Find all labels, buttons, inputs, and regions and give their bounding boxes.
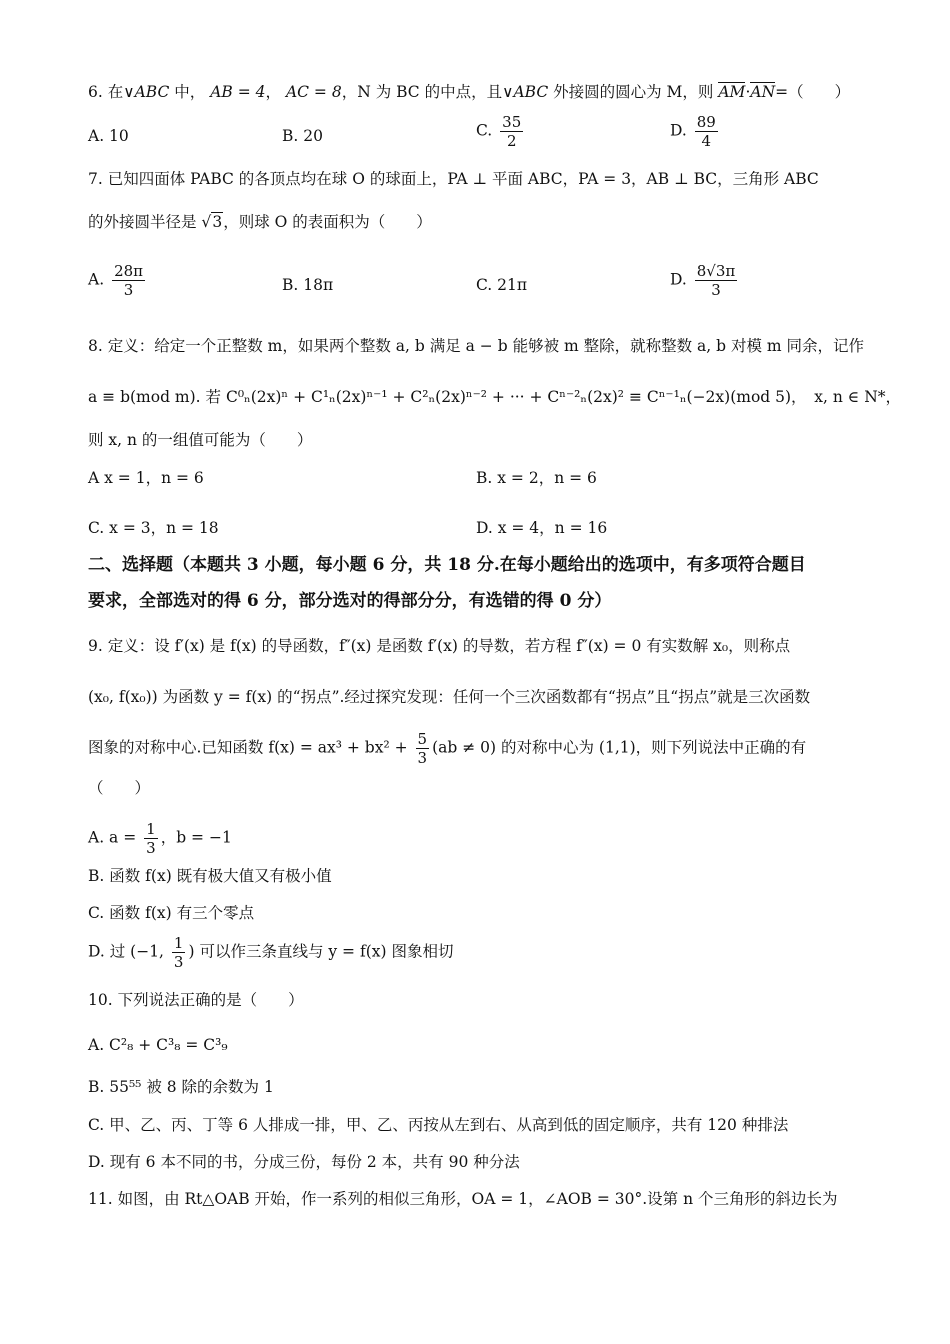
q9-stem-line3: 图象的对称中心.已知函数 f(x) = ax³ + bx² + $\frac{5}{3}$ (ab ≠ 0) 的对称中心为 (1,1)，则下列说法中正确的有 <box>88 730 807 767</box>
q10-option-a: A. C²₈ + C³₈ = C³₉ <box>88 1036 228 1054</box>
q8-option-d: D. x = 4，n = 16 <box>476 519 608 537</box>
fraction: $\frac{35}{2}$ <box>502 113 522 150</box>
q8-option-a: A x = 1，n = 6 <box>88 469 204 487</box>
q9-option-c: C. 函数 f(x) 有三个零点 <box>88 904 255 922</box>
q7-option-d: D. $\frac{8√3\pi}{3}$ <box>670 262 736 299</box>
fraction: $\frac{5}{3}$ <box>417 730 428 767</box>
q8-stem-line2: a ≡ b(mod m). 若 C⁰ₙ(2x)ⁿ + C¹ₙ(2x)ⁿ⁻¹ + C²ₙ(2x)ⁿ⁻² + ··· + Cⁿ⁻²ₙ(2x)² ≡ Cⁿ⁻¹ₙ(−2x)(mod 5)， x, n ∈ N*， <box>88 388 902 406</box>
vector-am: AM <box>718 80 745 104</box>
q6-option-b: B. 20 <box>282 127 323 145</box>
q10-option-c: C. 甲、乙、丙、丁等 6 人排成一排，甲、乙、丙按从左到右、从高到低的固定顺序，共有 120 种排法 <box>88 1116 789 1134</box>
fraction: $\frac{8√3\pi}{3}$ <box>696 262 736 299</box>
q9-option-d: D. 过 (−1, $\frac{1}{3}$ ) 可以作三条直线与 y = f(x) 图象相切 <box>88 934 454 971</box>
q10-stem: 10. 下列说法正确的是（ ） <box>88 991 304 1009</box>
q8-stem-line1: 8. 定义：给定一个正整数 m，如果两个整数 a, b 满足 a − b 能够被 m 整除，就称整数 a, b 对模 m 同余，记作 <box>88 337 865 355</box>
vector-an: AN <box>750 80 775 104</box>
q7-option-a: A. $\frac{28\pi}{3}$ <box>88 262 144 299</box>
q6-option-c: C. $\frac{35}{2}$ <box>476 113 522 150</box>
section-heading-line2: 要求，全部选对的得 6 分，部分选对的得部分分，有选错的得 0 分） <box>88 591 612 611</box>
q7-option-c: C. 21π <box>476 276 528 294</box>
q8-option-c: C. x = 3，n = 18 <box>88 519 219 537</box>
q9-stem-line2: (x₀, f(x₀)) 为函数 y = f(x) 的“拐点”.经过探究发现：任何一个三次函数都有“拐点”且“拐点”就是三次函数 <box>88 688 811 706</box>
section-heading-line1: 二、选择题（本题共 3 小题，每小题 6 分，共 18 分.在每小题给出的选项中，有多项符合题目 <box>88 555 806 575</box>
q8-option-b: B. x = 2，n = 6 <box>476 469 597 487</box>
q6-option-d: D. $\frac{89}{4}$ <box>670 113 716 150</box>
q6-stem: 6. 在∨ABC 中， AB = 4， AC = 8，N 为 BC 的中点，且∨ABC 外接圆的圆心为 M，则 AM·AN=（ ） <box>88 80 850 104</box>
q6-option-a: A. 10 <box>88 127 129 145</box>
q9-option-b: B. 函数 f(x) 既有极大值又有极小值 <box>88 867 332 885</box>
q7-stem-line2: 的外接圆半径是 √3，则球 O 的表面积为（ ） <box>88 213 432 231</box>
q10-option-d: D. 现有 6 本不同的书，分成三份，每份 2 本，共有 90 种分法 <box>88 1153 520 1171</box>
q9-option-a: A. a = $\frac{1}{3}$ ，b = −1 <box>88 820 232 857</box>
q9-stem-line1: 9. 定义：设 f′(x) 是 f(x) 的导函数，f″(x) 是函数 f′(x) 的导数，若方程 f″(x) = 0 有实数解 x₀，则称点 <box>88 637 791 655</box>
fraction: $\frac{1}{3}$ <box>173 934 184 971</box>
q9-stem-line4: （ ） <box>88 779 151 797</box>
q7-stem-line1: 7. 已知四面体 PABC 的各顶点均在球 O 的球面上，PA ⊥ 平面 ABC，PA = 3，AB ⊥ BC，三角形 ABC <box>88 170 819 188</box>
q11-stem: 11. 如图，由 Rt△OAB 开始，作一系列的相似三角形，OA = 1，∠AOB = 30°.设第 n 个三角形的斜边长为 <box>88 1190 838 1208</box>
fraction: $\frac{1}{3}$ <box>146 820 156 857</box>
fraction: $\frac{89}{4}$ <box>696 113 716 150</box>
q7-option-b: B. 18π <box>282 276 334 294</box>
fraction: $\frac{28\pi}{3}$ <box>114 262 144 299</box>
q8-stem-line3: 则 x, n 的一组值可能为（ ） <box>88 431 313 449</box>
q10-option-b: B. 55⁵⁵ 被 8 除的余数为 1 <box>88 1078 274 1096</box>
